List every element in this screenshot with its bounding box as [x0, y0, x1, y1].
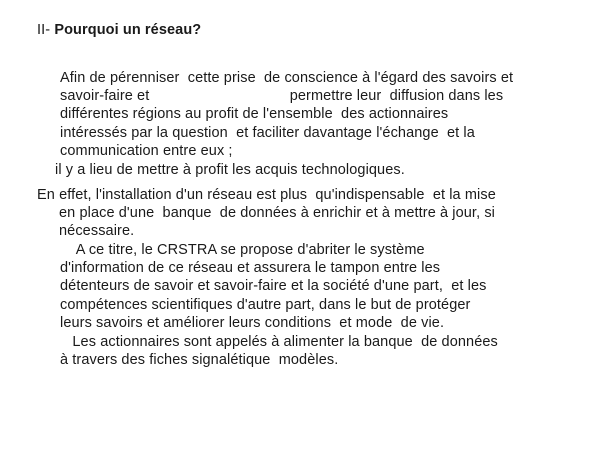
text-line: il y a lieu de mettre à profit les acquis technologiques.	[55, 162, 405, 178]
text-line: A ce titre, le CRSTRA se propose d'abriter le système	[60, 242, 425, 258]
section-heading	[37, 22, 201, 38]
text-line: En effet, l'installation d'un réseau est plus qu'indispensable et la mise	[37, 187, 496, 203]
text-line: détenteurs de savoir et savoir-faire et la société d'une part, et les	[60, 278, 487, 295]
section-title: Pourquoi un réseau?	[54, 22, 202, 38]
text-line: intéressés par la question et faciliter davantage l'échange et la	[60, 124, 475, 141]
paragraph-network	[37, 186, 496, 241]
text-line: différentes régions au profit de l'ensemble des actionnaires	[60, 106, 449, 123]
paragraph-technology	[55, 161, 405, 179]
text-line: savoir-faire et permettre leur diffusion dans les	[60, 88, 504, 105]
text-line: d'information de ce réseau et assurera le tampon entre les	[60, 260, 441, 277]
text-line: communication entre eux ;	[60, 142, 233, 159]
paragraph-intro	[60, 69, 513, 160]
paragraph-actionnaires	[60, 333, 498, 369]
text-line: à travers des fiches signalétique modèles.	[60, 352, 339, 369]
section-number: II-	[37, 22, 55, 38]
text-line: nécessaire.	[59, 223, 135, 240]
text-line: compétences scientifiques d'autre part, dans le but de protéger	[60, 296, 471, 313]
text-line: Les actionnaires sont appelés à alimenter la banque de données	[60, 334, 498, 350]
text-line: leurs savoirs et améliorer leurs conditions et mode de vie.	[60, 314, 445, 331]
text-line: en place d'une banque de données à enrichir et à mettre à jour, si	[59, 205, 495, 222]
text-line: Afin de pérenniser cette prise de conscience à l'égard des savoirs et	[60, 70, 514, 86]
paragraph-crstra	[60, 241, 486, 332]
